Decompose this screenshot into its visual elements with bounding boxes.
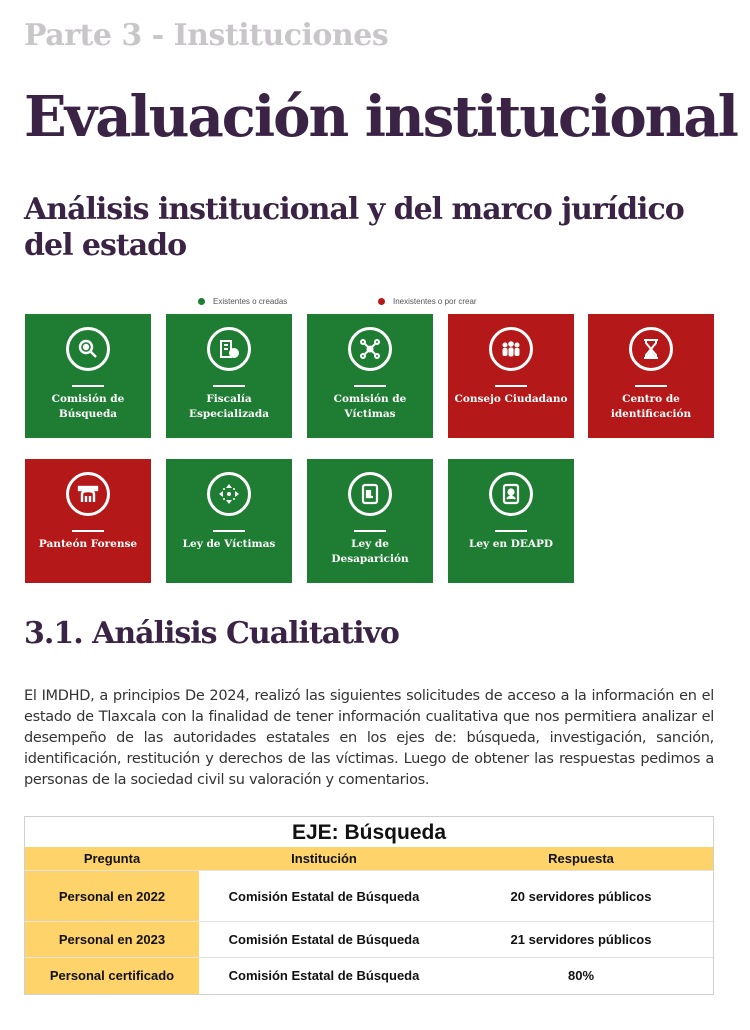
cell-institucion: Comisión Estatal de Búsqueda [199,871,449,922]
tile-divider [72,530,104,532]
tile-divider [213,530,245,532]
building-icon [207,327,251,371]
tile-label: Ley de Víctimas [182,538,276,550]
table-header-row [25,847,713,871]
search-icon [66,327,110,371]
tile-label: Ley de Desaparición [331,538,409,565]
network-icon [348,327,392,371]
tile-divider [72,385,104,387]
hourglass-icon [629,327,673,371]
cell-respuesta: 20 servidores públicos [449,871,713,922]
cell-pregunta: Personal en 2022 [25,871,199,922]
tile-label: Centro de identificación [610,393,692,420]
section-paragraph: El IMDHD, a principios De 2024, realizó las siguientes solicitudes de acceso a la información en el estado de Tlaxcala con la finalidad de tener información cualitativa que nos permitiera analizar el desempeño de las autoridades estatales en los ejes de: búsqueda, investigación, sanción, identificación, restitución y derechos de las víctimas. Luego de obtener las respuestas pedimos a personas de la sociedad civil su valoración y comentarios. [24,688,714,788]
table-row [25,871,713,922]
tile-label: Comisión de Búsqueda [51,393,125,420]
table-row [25,922,713,958]
table-grid [25,847,713,994]
arch-icon [66,472,110,516]
header-pregunta: Pregunta [25,847,199,871]
part-label: Parte 3 - Instituciones [24,18,389,53]
tile-divider [495,530,527,532]
tile-label: Fiscalía Especializada [188,393,269,420]
page-title: Evaluación institucional [24,84,737,150]
cell-respuesta: 21 servidores públicos [449,922,713,958]
people-icon [489,327,533,371]
tile-ley-desaparicion [307,459,433,583]
cell-pregunta: Personal en 2023 [25,922,199,958]
legend-missing [378,297,477,306]
tile-divider [635,385,667,387]
tile-ley-deapd [448,459,574,583]
table-row [25,958,713,994]
legend-missing-label: Inexistentes o por crear [393,297,477,306]
tile-divider [495,385,527,387]
document-icon [348,472,392,516]
cell-respuesta: 80% [449,958,713,994]
id-card-icon [489,472,533,516]
legend-existing-dot [198,298,205,305]
tile-comision-victimas [307,314,433,438]
tile-fiscalia [166,314,292,438]
page-subtitle: Análisis institucional y del marco jurídico del estado [24,192,684,263]
section-title: 3.1. Análisis Cualitativo [24,616,399,651]
table-title: EJE: Búsqueda [291,821,447,844]
tile-ley-victimas [166,459,292,583]
tile-divider [354,530,386,532]
legend-existing [198,297,287,306]
cell-institucion: Comisión Estatal de Búsqueda [199,922,449,958]
tile-label: Ley en DEAPD [468,538,554,550]
cell-institucion: Comisión Estatal de Búsqueda [199,958,449,994]
tile-divider [354,385,386,387]
tile-divider [213,385,245,387]
tile-panteon-forense [25,459,151,583]
tile-label: Consejo Ciudadano [454,393,568,405]
arrows-icon [207,472,251,516]
header-respuesta: Respuesta [449,847,713,871]
tile-label: Comisión de Víctimas [333,393,407,420]
legend-existing-label: Existentes o creadas [213,297,288,306]
legend-missing-dot [378,298,385,305]
cell-pregunta: Personal certificado [25,958,199,994]
tile-label: Panteón Forense [38,538,138,550]
tile-comision-busqueda [25,314,151,438]
header-institucion: Institución [199,847,449,871]
tile-consejo-ciudadano [448,314,574,438]
data-table [24,816,714,995]
tile-centro-identificacion [588,314,714,438]
